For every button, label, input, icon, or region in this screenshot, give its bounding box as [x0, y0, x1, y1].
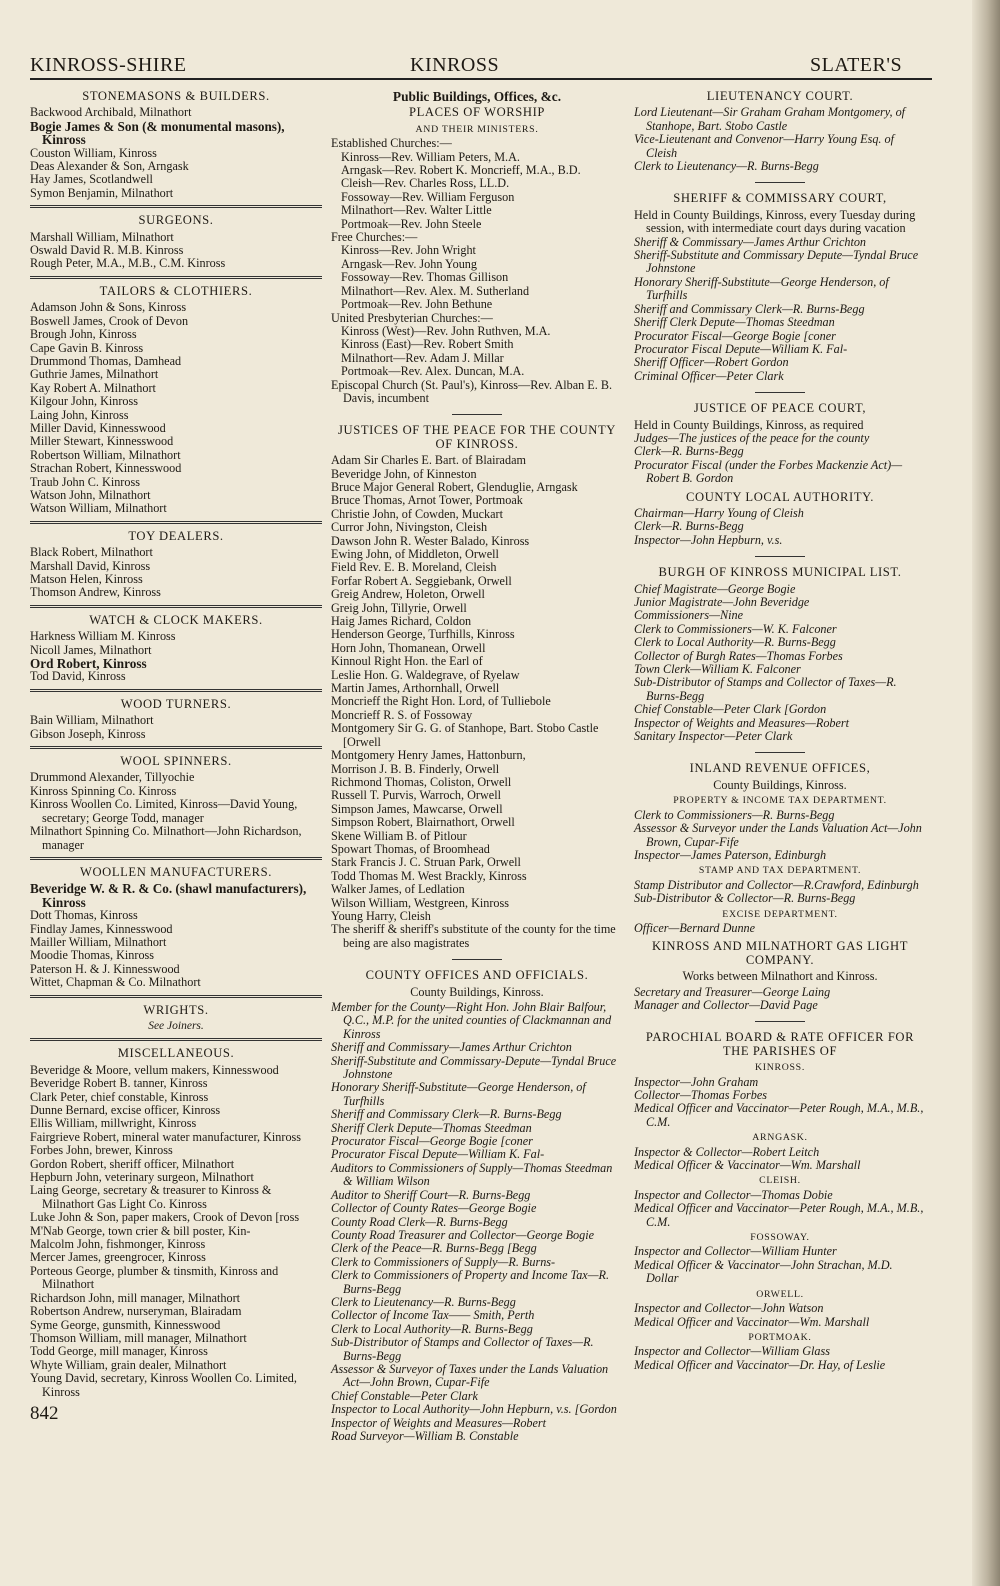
entry: Inspector of Weights and Measures—Robert	[331, 1415, 547, 1430]
entry: Kinross—Rev. John Wright	[341, 243, 476, 258]
short-divider	[755, 752, 805, 753]
entry: Kinross Spinning Co. Kinross	[30, 783, 177, 798]
column-public-buildings	[331, 88, 623, 1448]
parish-label: PORTMOAK.	[748, 1331, 812, 1343]
entry: Wilson William, Westgreen, Kinross	[331, 895, 510, 910]
entry: Milnathort—Rev. Alex. M. Sutherland	[341, 283, 530, 298]
entry: Morrison J. B. B. Finderly, Orwell	[331, 761, 500, 776]
entry: Beveridge John, of Kinneston	[331, 466, 477, 481]
entry: Inspector of Weights and Measures—Robert	[634, 715, 850, 730]
entry: Montgomery Henry James, Hattonburn,	[331, 748, 526, 763]
entry: Portmoak—Rev. John Bethune	[341, 297, 493, 312]
running-header	[30, 54, 930, 78]
short-divider	[755, 392, 805, 393]
entry: Clerk to Local Authority—R. Burns-Begg	[634, 635, 836, 650]
section-title: PLACES OF WORSHIP	[409, 105, 545, 120]
entry: Cape Gavin B. Kinross	[30, 340, 144, 355]
entry: Brough John, Kinross	[30, 327, 137, 342]
entry: Mercer James, greengrocer, Kinross	[30, 1250, 206, 1265]
entry: Nicoll James, Milnathort	[30, 642, 152, 657]
entry: Findlay James, Kinnesswood	[30, 921, 173, 936]
entry: Thomson Andrew, Kinross	[30, 585, 161, 600]
entry: Inspector and Collector—William Glass	[634, 1344, 831, 1359]
section-inland-revenue	[634, 762, 926, 935]
entry: Bruce Thomas, Arnot Tower, Portmoak	[331, 493, 523, 508]
entry: Inspector and Collector—John Watson	[634, 1301, 824, 1316]
entry: Wittet, Chapman & Co. Milnathort	[30, 975, 201, 990]
entry: Simpson Robert, Blairnathort, Orwell	[331, 815, 515, 830]
section-places-of-worship	[331, 106, 623, 405]
entry: Milnathort Spinning Co. Milnathort—John Richardson, manager	[30, 824, 302, 852]
entry: Spowart Thomas, of Broomhead	[331, 841, 490, 856]
entry: Field Rev. E. B. Moreland, Cleish	[331, 560, 497, 575]
entry: Clerk—R. Burns-Begg	[634, 444, 744, 459]
entry: Commissioners—Nine	[634, 608, 744, 623]
entry: Sub-Distributor of Stamps and Collector of Taxes—R. Burns-Begg	[331, 1335, 594, 1363]
entry: Medical Officer and Vaccinator—Peter Rough, M.A., M.B., C.M.	[634, 1201, 924, 1229]
entry: Procurator Fiscal Depute—William K. Fal-	[634, 341, 848, 356]
section-title: BURGH OF KINROSS MUNICIPAL LIST.	[658, 565, 902, 580]
entry: Member for the County—Right Hon. John Blair Balfour, Q.C., M.P. for the united counties of Clackmannan and Kinross	[331, 1000, 612, 1041]
entry: Gordon Robert, sheriff officer, Milnathort	[30, 1156, 235, 1171]
entry: Arngask—Rev. Robert K. Moncrieff, M.A., B.D.	[341, 163, 581, 178]
section-title: WATCH & CLOCK MAKERS.	[89, 612, 263, 627]
entry: Clerk to Commissioners of Property and Income Tax—R. Burns-Begg	[331, 1268, 610, 1296]
entry: Young David, secretary, Kinross Woollen Co. Limited, Kinross	[30, 1371, 297, 1399]
entry: Backwood Archibald, Milnathort	[30, 105, 192, 120]
section-county-local-authority	[634, 491, 926, 548]
parish-label: FOSSOWAY.	[750, 1232, 810, 1244]
entry: Moncrieff the Right Hon. Lord, of Tulliebole	[331, 694, 551, 709]
entry: Inspector—James Paterson, Edinburgh	[634, 847, 827, 862]
entry: Junior Magistrate—John Beveridge	[634, 595, 810, 609]
entry: Forfar Robert A. Seggiebank, Orwell	[331, 573, 512, 588]
section-sheriff-court	[634, 192, 926, 383]
divider	[30, 689, 322, 692]
entry: Arngask—Rev. John Young	[341, 256, 477, 271]
section-wool-spinners	[30, 755, 322, 852]
entry: Chief Magistrate—George Bogie	[634, 581, 796, 596]
column-trades	[30, 88, 322, 1424]
entry: Sheriff Officer—Robert Gordon	[634, 355, 789, 370]
section-title: TOY DEALERS.	[128, 528, 224, 543]
entry: Medical Officer and Vaccinator—Peter Rough, M.A., M.B., C.M.	[634, 1101, 924, 1129]
department-heading: PROPERTY & INCOME TAX DEPARTMENT.	[673, 795, 887, 807]
entry: Sub-Distributor & Collector—R. Burns-Begg	[634, 891, 856, 906]
entry: Ewing John, of Middleton, Orwell	[331, 547, 499, 561]
section-title: JUSTICES OF THE PEACE FOR THE COUNTY OF KINROSS.	[338, 423, 616, 451]
entry: Held in County Buildings, Kinross, as required	[634, 417, 864, 432]
entry: Clerk to Commissioners—R. Burns-Begg	[634, 807, 835, 822]
entry: Honorary Sheriff-Substitute—George Henderson, of Turfhills	[331, 1080, 586, 1108]
entry: Dott Thomas, Kinross	[30, 908, 138, 923]
section-tailors	[30, 285, 322, 516]
entry: Bain William, Milnathort	[30, 713, 154, 728]
entry: Haig James Richard, Coldon	[331, 614, 472, 629]
entry: Young Harry, Cleish	[331, 908, 431, 923]
section-title: WOOLLEN MANUFACTURERS.	[79, 864, 273, 879]
section-surgeons	[30, 214, 322, 271]
entry: Kinross (West)—Rev. John Ruthven, M.A.	[341, 323, 551, 338]
section-title: COUNTY LOCAL AUTHORITY.	[686, 489, 874, 504]
entry: Kinross Woollen Co. Limited, Kinross—David Young, secretary; George Todd, manager	[30, 797, 298, 825]
entry: Ellis William, millwright, Kinross	[30, 1116, 197, 1131]
entry: Whyte William, grain dealer, Milnathort	[30, 1357, 227, 1372]
entry: Fossoway—Rev. William Ferguson	[341, 189, 515, 204]
entry: Inspector—John Hepburn, v.s.	[634, 532, 783, 547]
entry: Kinross—Rev. William Peters, M.A.	[341, 149, 520, 164]
entry: Black Robert, Milnathort	[30, 545, 153, 560]
entry: Adam Sir Charles E. Bart. of Blairadam	[331, 453, 526, 468]
entry: Inspector and Collector—Thomas Dobie	[634, 1187, 833, 1202]
section-title: SURGEONS.	[138, 213, 214, 228]
header-left: KINROSS-SHIRE	[30, 54, 187, 76]
entry: Medical Officer & Vaccinator—Wm. Marshall	[634, 1158, 861, 1173]
entry: Medical Officer & Vaccinator—John Strachan, M.D. Dollar	[634, 1257, 893, 1286]
entry: Forbes John, brewer, Kinross	[30, 1143, 173, 1158]
entry: Laing George, secretary & treasurer to Kinross & Milnathort Gas Light Co. Kinross	[30, 1183, 272, 1211]
divider	[30, 1038, 322, 1041]
header-right: SLATER'S	[810, 54, 903, 76]
header-center: KINROSS	[410, 54, 500, 76]
section-title: WOOL SPINNERS.	[120, 754, 232, 769]
entry: Syme George, gunsmith, Kinnesswood	[30, 1317, 221, 1332]
entry: Harkness William M. Kinross	[30, 629, 176, 644]
entry: Milnathort—Rev. Adam J. Millar	[341, 350, 504, 365]
section-parochial-board	[634, 1031, 926, 1372]
group-heading: Episcopal Church (St. Paul's), Kinross—Rev. Alban E. B. Davis, incumbent	[331, 377, 613, 405]
entry: Bruce Major General Robert, Glenduglie, Arngask	[331, 479, 578, 494]
entry: Richmond Thomas, Coliston, Orwell	[331, 774, 512, 789]
section-title: JUSTICE OF PEACE COURT,	[693, 401, 867, 416]
short-divider	[755, 556, 805, 557]
group-heading: Established Churches:—	[331, 136, 452, 151]
parish-label: ORWELL.	[756, 1288, 804, 1300]
entry: Kinnoul Right Hon. the Earl of	[331, 654, 483, 669]
entry: Chief Constable—Peter Clark [Gordon	[634, 702, 827, 717]
entry: Collector—Thomas Forbes	[634, 1088, 768, 1102]
entry: Sheriff-Substitute and Commissary Depute—Tyndal Bruce Johnstone	[634, 248, 919, 276]
section-lieutenancy-court	[634, 90, 926, 173]
entry: Beveridge & Moore, vellum makers, Kinnesswood	[30, 1062, 279, 1077]
entry: Sheriff and Commissary—James Arthur Crichton	[331, 1040, 572, 1055]
entry-bold: Bogie James & Son (& monumental masons), Kinross	[30, 118, 285, 148]
entry: Robertson William, Milnathort	[30, 447, 181, 462]
entry: Milnathort—Rev. Walter Little	[341, 203, 492, 218]
entry: Honorary Sheriff-Substitute—George Henderson, of Turfhills	[634, 274, 889, 303]
entry-bold: Beveridge W. & R. & Co. (shawl manufacturers), Kinross	[30, 881, 307, 910]
entry: Inspector & Collector—Robert Leitch	[634, 1144, 820, 1159]
entry: Kinross (East)—Rev. Robert Smith	[341, 337, 514, 352]
entry: Inspector to Local Authority—John Hepburn, v.s. [Gordon	[331, 1402, 617, 1417]
entry: Marshall William, Milnathort	[30, 229, 174, 244]
entry: Procurator Fiscal Depute—William K. Fal-	[331, 1147, 545, 1162]
entry: Kilgour John, Kinross	[30, 394, 138, 409]
entry: Malcolm John, fishmonger, Kinross	[30, 1237, 206, 1252]
entry: Couston William, Kinross	[30, 145, 157, 160]
parish-label: ARNGASK.	[752, 1132, 808, 1144]
parish-label: KINROSS.	[755, 1062, 805, 1074]
entry: Road Surveyor—William B. Constable	[331, 1429, 519, 1443]
entry: Held in County Buildings, Kinross, every Tuesday during session, with intermediate court days during vacation	[634, 207, 916, 236]
entry: Deas Alexander & Son, Arngask	[30, 159, 189, 174]
entry: Assessor & Surveyor under the Lands Valuation Act—John Brown, Cupar-Fife	[634, 821, 922, 849]
section-title: SHERIFF & COMMISSARY COURT,	[673, 191, 887, 206]
divider	[30, 746, 322, 749]
entry: Adamson John & Sons, Kinross	[30, 300, 187, 315]
entry: Greig Andrew, Holeton, Orwell	[331, 587, 485, 602]
entry: Secretary and Treasurer—George Laing	[634, 984, 831, 999]
entry: Beveridge Robert B. tanner, Kinross	[30, 1076, 208, 1091]
section-title: MISCELLANEOUS.	[117, 1046, 235, 1061]
section-title: STONEMASONS & BUILDERS.	[82, 89, 270, 103]
entry: Lord Lieutenant—Sir Graham Graham Montgomery, of Stanhope, Bart. Stobo Castle	[634, 105, 906, 133]
divider	[30, 205, 322, 208]
entry: Curror John, Nivingston, Cleish	[331, 520, 488, 535]
entry: Auditors to Commissioners of Supply—Thomas Steedman & William Wilson	[331, 1160, 613, 1189]
entry: Boswell James, Crook of Devon	[30, 313, 189, 328]
entry: Cleish—Rev. Charles Ross, LL.D.	[341, 176, 510, 191]
entry: Leslie Hon. G. Waldegrave, of Ryelaw	[331, 667, 520, 682]
entry: Medical Officer and Vaccinator—Dr. Hay, of Leslie	[634, 1357, 886, 1372]
section-miscellaneous	[30, 1047, 322, 1399]
entry: Sheriff & Commissary—James Arthur Crichton	[634, 234, 867, 249]
entry: Judges—The justices of the peace for the county	[634, 430, 870, 445]
entry: Sheriff-Substitute and Commissary-Depute—Tyndal Bruce Johnstone	[331, 1053, 617, 1082]
section-location: County Buildings, Kinross.	[713, 777, 847, 792]
entry: Hay James, Scotlandwell	[30, 172, 153, 187]
short-divider	[755, 1021, 805, 1022]
entry: Moncrieff R. S. of Fossoway	[331, 707, 473, 722]
entry: Horn John, Thomanean, Orwell	[331, 640, 486, 655]
entry: The sheriff & sheriff's substitute of the county for the time being are also magistrates	[331, 922, 616, 950]
entry: Drummond Thomas, Damhead	[30, 353, 182, 368]
divider	[30, 857, 322, 860]
group-heading: United Presbyterian Churches:—	[331, 310, 493, 325]
entry: Marshall David, Kinross	[30, 558, 151, 573]
column-title: Public Buildings, Offices, &c.	[392, 89, 562, 104]
entry: Robertson Andrew, nurseryman, Blairadam	[30, 1304, 242, 1319]
entry: County Road Clerk—R. Burns-Begg	[331, 1214, 508, 1229]
entry: Clerk of the Peace—R. Burns-Begg [Begg	[331, 1241, 537, 1256]
section-toy-dealers	[30, 530, 322, 600]
entry: Moodie Thomas, Kinross	[30, 948, 155, 963]
entry: Clerk to Lieutenancy—R. Burns-Begg	[331, 1294, 516, 1309]
section-watch-makers	[30, 614, 322, 684]
entry: Assessor & Surveyor of Taxes under the Lands Valuation Act—John Brown, Cupar-Fife	[331, 1361, 609, 1390]
section-location: Works between Milnathort and Kinross.	[682, 969, 878, 984]
entry: Chairman—Harry Young of Cleish	[634, 505, 804, 520]
entry: Clerk to Commissioners—W. K. Falconer	[634, 621, 837, 636]
entry: Sanitary Inspector—Peter Clark	[634, 729, 793, 744]
entry: Procurator Fiscal—George Bogie [coner	[331, 1134, 533, 1149]
department-heading: STAMP AND TAX DEPARTMENT.	[698, 865, 862, 877]
short-divider	[452, 959, 502, 960]
entry: Watson John, Milnathort	[30, 487, 151, 502]
column-courts-offices	[634, 88, 926, 1377]
entry: Miller David, Kinnesswood	[30, 420, 166, 435]
entry: Kay Robert A. Milnathort	[30, 380, 156, 395]
scan-edge	[972, 0, 1000, 1586]
entry: Sheriff Clerk Depute—Thomas Steedman	[331, 1120, 532, 1135]
section-county-offices	[331, 969, 623, 1443]
entry: Clark Peter, chief constable, Kinross	[30, 1089, 209, 1104]
section-location: County Buildings, Kinross.	[410, 984, 544, 999]
entry: Tod David, Kinross	[30, 669, 126, 684]
header-rule	[30, 78, 932, 80]
short-divider	[452, 414, 502, 415]
entry: Rough Peter, M.A., M.B., C.M. Kinross	[30, 256, 226, 271]
section-title: COUNTY OFFICES AND OFFICIALS.	[365, 968, 589, 983]
section-title: WOOD TURNERS.	[120, 696, 232, 711]
entry: Todd Thomas M. West Brackly, Kinross	[331, 868, 527, 883]
entry: Strachan Robert, Kinnesswood	[30, 461, 182, 476]
entry: Thomson William, mill manager, Milnathort	[30, 1330, 247, 1345]
entry: Dawson John R. Wester Balado, Kinross	[331, 533, 530, 548]
entry: Portmoak—Rev. Alex. Duncan, M.A.	[341, 364, 525, 379]
entry: Officer—Bernard Dunne	[634, 920, 756, 935]
entry: Traub John C. Kinross	[30, 474, 140, 489]
entry: Oswald David R. M.B. Kinross	[30, 243, 184, 258]
entry: Christie John, of Cowden, Muckart	[331, 506, 503, 521]
section-title: WRIGHTS.	[143, 1002, 209, 1017]
entry: Watson William, Milnathort	[30, 501, 167, 516]
section-subtitle: AND THEIR MINISTERS.	[415, 123, 539, 135]
section-title: INLAND REVENUE OFFICES,	[689, 761, 871, 776]
entry: Hepburn John, veterinary surgeon, Milnathort	[30, 1170, 254, 1185]
entry: Simpson James, Mawcarse, Orwell	[331, 801, 503, 816]
department-heading: EXCISE DEPARTMENT.	[722, 908, 838, 920]
entry: Henderson George, Turfhills, Kinross	[331, 627, 515, 642]
entry: Guthrie James, Milnathort	[30, 367, 159, 382]
section-title: LIEUTENANCY COURT.	[706, 89, 854, 103]
section-title: TAILORS & CLOTHIERS.	[99, 283, 253, 298]
entry: Richardson John, mill manager, Milnathort	[30, 1290, 241, 1305]
entry: Procurator Fiscal (under the Forbes Mackenzie Act)—Robert B. Gordon	[634, 457, 903, 486]
entry: Fairgrieve Robert, mineral water manufacturer, Kinross	[30, 1129, 302, 1144]
entry: Town Clerk—William K. Falconer	[634, 662, 801, 677]
entry: Luke John & Son, paper makers, Crook of Devon [ross	[30, 1210, 300, 1225]
entry: Porteous George, plumber & tinsmith, Kinross and Milnathort	[30, 1263, 279, 1292]
parish-label: CLEISH.	[759, 1175, 801, 1187]
entry: Skene William B. of Pitlour	[331, 828, 467, 843]
group-heading: Free Churches:—	[331, 230, 418, 245]
section-burgh-municipal-list	[634, 566, 926, 743]
section-justices-of-the-peace	[331, 424, 623, 950]
entry-bold: Ord Robert, Kinross	[30, 656, 147, 672]
short-divider	[755, 182, 805, 183]
entry: Chief Constable—Peter Clark	[331, 1388, 478, 1403]
entry: Vice-Lieutenant and Convenor—Harry Young Esq. of Cleish	[634, 132, 894, 160]
entry: Russell T. Purvis, Warroch, Orwell	[331, 788, 501, 803]
entry: Collector of Income Tax—— Smith, Perth	[331, 1308, 535, 1323]
entry: Symon Benjamin, Milnathort	[30, 185, 174, 200]
entry: Gibson Joseph, Kinross	[30, 726, 146, 741]
entry: Matson Helen, Kinross	[30, 572, 143, 586]
entry: Paterson H. & J. Kinnesswood	[30, 961, 180, 976]
entry: Fossoway—Rev. Thomas Gillison	[341, 270, 509, 285]
entry: Procurator Fiscal—George Bogie [coner	[634, 328, 836, 343]
section-title: KINROSS AND MILNATHORT GAS LIGHT COMPANY.	[651, 939, 909, 967]
entry: Portmoak—Rev. John Steele	[341, 216, 482, 231]
entry: Greig John, Tillyrie, Orwell	[331, 600, 467, 615]
divider	[30, 276, 322, 279]
entry: Sheriff Clerk Depute—Thomas Steedman	[634, 315, 835, 330]
entry: Auditor to Sheriff Court—R. Burns-Begg	[331, 1187, 531, 1202]
section-stonemasons	[30, 90, 322, 200]
page-number: 842	[30, 1402, 59, 1424]
entry: Martin James, Arthornhall, Orwell	[331, 681, 500, 696]
entry: Walker James, of Ledlation	[331, 882, 465, 897]
entry: Clerk to Local Authority—R. Burns-Begg	[331, 1321, 533, 1336]
entry: Criminal Officer—Peter Clark	[634, 368, 784, 383]
entry: Drummond Alexander, Tillyochie	[30, 770, 195, 785]
divider	[30, 521, 322, 524]
entry: Sheriff and Commissary Clerk—R. Burns-Begg	[634, 301, 865, 316]
entry: M'Nab George, town crier & bill poster, Kin-	[30, 1223, 251, 1238]
entry: Collector of County Rates—George Bogie	[331, 1201, 537, 1216]
entry: County Road Treasurer and Collector—George Bogie	[331, 1227, 595, 1242]
entry: Laing John, Kinross	[30, 407, 129, 422]
entry: Collector of Burgh Rates—Thomas Forbes	[634, 648, 843, 663]
entry: Sub-Distributor of Stamps and Collector of Taxes—R. Burns-Begg	[634, 675, 897, 703]
entry: Clerk—R. Burns-Begg	[634, 519, 744, 534]
entry: Inspector and Collector—William Hunter	[634, 1244, 837, 1259]
entry: Medical Officer and Vaccinator—Wm. Marshall	[634, 1314, 870, 1329]
divider	[30, 605, 322, 608]
entry: Clerk to Commissioners of Supply—R. Burns-	[331, 1254, 556, 1269]
entry: Montgomery Sir G. G. of Stanhope, Bart. Stobo Castle [Orwell	[331, 721, 599, 749]
entry: Mailler William, Milnathort	[30, 934, 167, 949]
section-wrights	[30, 1004, 322, 1034]
entry: Clerk to Lieutenancy—R. Burns-Begg	[634, 159, 819, 174]
divider	[30, 995, 322, 998]
entry: Inspector—John Graham	[634, 1074, 759, 1089]
entry: Manager and Collector—David Page	[634, 997, 818, 1012]
entry: Miller Stewart, Kinnesswood	[30, 434, 174, 449]
section-gas-light-company	[634, 940, 926, 1012]
section-jp-court	[634, 402, 926, 485]
entry: Stamp Distributor and Collector—R.Crawford, Edinburgh	[634, 877, 919, 892]
entry: Dunne Bernard, excise officer, Kinross	[30, 1103, 221, 1117]
entry: Sheriff and Commissary Clerk—R. Burns-Begg	[331, 1107, 562, 1122]
section-wood-turners	[30, 698, 322, 741]
section-title: PAROCHIAL BOARD & RATE OFFICER FOR THE PARISHES OF	[645, 1030, 915, 1058]
cross-reference: See Joiners.	[148, 1019, 204, 1032]
entry: Stark Francis J. C. Struan Park, Orwell	[331, 855, 521, 870]
section-woollen-manufacturers	[30, 866, 322, 990]
entry: Todd George, mill manager, Kinross	[30, 1344, 208, 1359]
